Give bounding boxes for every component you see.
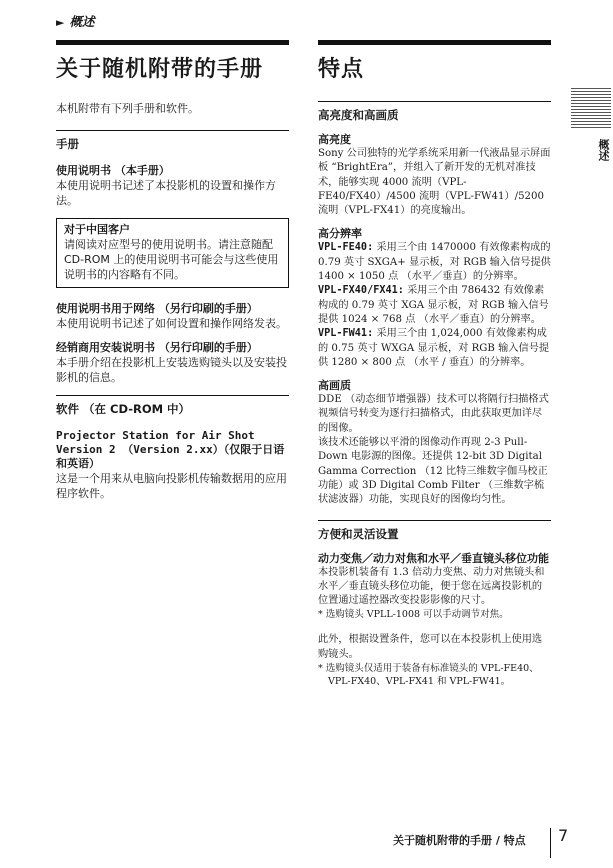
note-body: 请阅读对应型号的使用说明书。请注意随配 CD-ROM 上的使用说明书可能会与这些使用说明书的内容略有不同。: [64, 238, 279, 281]
resolution-fe40: [318, 241, 551, 284]
setup-section-heading: 方便和灵活设置: [318, 520, 551, 542]
model-label: VPL-FE40:: [318, 242, 374, 254]
manual-item: [56, 341, 289, 385]
manual-item-body: 本使用说明书记述了本投影机的设置和操作方法。: [56, 179, 276, 207]
quality-body-2: 该技术还能够以平滑的图像动作再现 2-3 Pull-Down 电影源的图像。还提供 12-bit 3D Digital Gamma Correction （12 比特三维数字伽马校正功能）或 3D Digital Comb Filter （三维数字梳状滤波器）功能，实现良好的图像均匀性。: [318, 437, 548, 506]
resolution-text: 采用三个由 1470000 有效像素构成的 0.79 英寸 SXGA+ 显示板，对 RGB 输入信号提供 1400 × 1050 点 （水平／垂直）的分辨率。: [318, 242, 551, 283]
brightness-heading: 高亮度: [318, 133, 351, 146]
resolution-text: 采用三个由 786432 有效像素构成的 0.79 英寸 XGA 显示板，对 RGB 输入信号提供 1024 × 768 点 （水平／垂直）的分辨率。: [318, 285, 549, 325]
resolution-heading: 高分辨率: [318, 227, 362, 241]
footer-divider: [550, 828, 551, 858]
lens-body: 此外，根据设置条件，您可以在本投影机上使用选购镜头。: [318, 634, 543, 660]
brightness-body: Sony 公司独特的光学系统采用新一代液晶显示屏面板 “BrightEra”，并组入了新开发的无机对准技术，能够实现 4000 流明（VPL-FE40/FX40）/4500 流明（VPL-FW41）/5200 流明（VPL-FX41）的亮度输出。: [318, 148, 551, 217]
left-section-title: 关于随机附带的手册: [56, 40, 289, 83]
intro-text: 本机附带有下列手册和软件。: [56, 102, 199, 115]
manual-item-heading: 经销商用安装说明书 （另行印刷的手册）: [56, 341, 258, 354]
manual-item-heading: 使用说明书用于网络 （另行印刷的手册）: [56, 302, 258, 315]
model-label: VPL-FX40/FX41:: [318, 285, 404, 297]
footer-text: 关于随机附带的手册 / 特点: [393, 834, 526, 847]
image-quality-heading: 高画质: [318, 379, 351, 393]
resolution-fw41: [318, 327, 551, 370]
left-column: [56, 40, 289, 501]
software-body: 这是一个用来从电脑向投影机传输数据用的应用程序软件。: [56, 472, 287, 500]
right-section-title: 特点: [318, 40, 551, 83]
quality-section-heading: 高亮度和高画质: [318, 101, 551, 123]
manual-item-heading: 使用说明书 （本手册）: [56, 164, 170, 177]
note-heading: 对于中国客户: [64, 223, 130, 236]
zoom-heading: 动力变焦／动力对焦和水平／垂直镜头移位功能: [318, 551, 549, 565]
model-label: VPL-FW41:: [318, 328, 374, 340]
manuals-heading: 手册: [56, 130, 289, 152]
side-tab: [571, 88, 611, 161]
software-heading: 软件 （在 CD-ROM 中）: [56, 395, 289, 417]
manual-item: [56, 164, 289, 208]
right-column: [318, 40, 551, 688]
triangle-marker-icon: ►: [56, 16, 65, 29]
lens-footnote: * 选购镜头仅适用于装备有标准镜头的 VPL-FE40、VPL-FX40、VPL-FX41 和 VPL-FW41。: [318, 663, 539, 688]
zoom-footnote: * 选购镜头 VPLL-1008 可以手动调节对焦。: [318, 609, 509, 621]
software-title: Projector Station for Air Shot Version 2 （Version 2.xx）（仅限于日语和英语）: [56, 429, 285, 470]
manual-item-body: 本使用说明书记述了如何设置和操作网络发表。: [56, 317, 287, 330]
quality-body-1: DDE （动态细节增强器）技术可以将隔行扫描格式视频信号转变为逐行扫描格式，由此获取更加详尽的图像。: [318, 394, 549, 434]
manual-item: [56, 302, 289, 331]
page-header: [56, 12, 94, 30]
manual-item-body: 本手册介绍在投影机上安装选购镜头以及安装投影机的信息。: [56, 356, 287, 384]
resolution-text: 采用三个由 1,024,000 有效像素构成的 0.75 英寸 WXGA 显示板，对 RGB 输入信号提供 1280 × 800 点 （水平 / 垂直）的分辨率。: [318, 328, 550, 368]
zoom-body: 本投影机装备有 1.3 倍动力变焦、动力对焦镜头和水平／垂直镜头移位功能，便于您在远离投影机的位置通过遥控器改变投影影像的尺寸。: [318, 566, 545, 607]
side-tab-label: 概述: [597, 139, 610, 161]
china-note-box: [56, 218, 289, 288]
side-tab-stripes: [571, 88, 611, 128]
page-number: 7: [558, 826, 569, 845]
resolution-fx40: [318, 284, 551, 327]
header-title: 概述: [69, 14, 95, 29]
